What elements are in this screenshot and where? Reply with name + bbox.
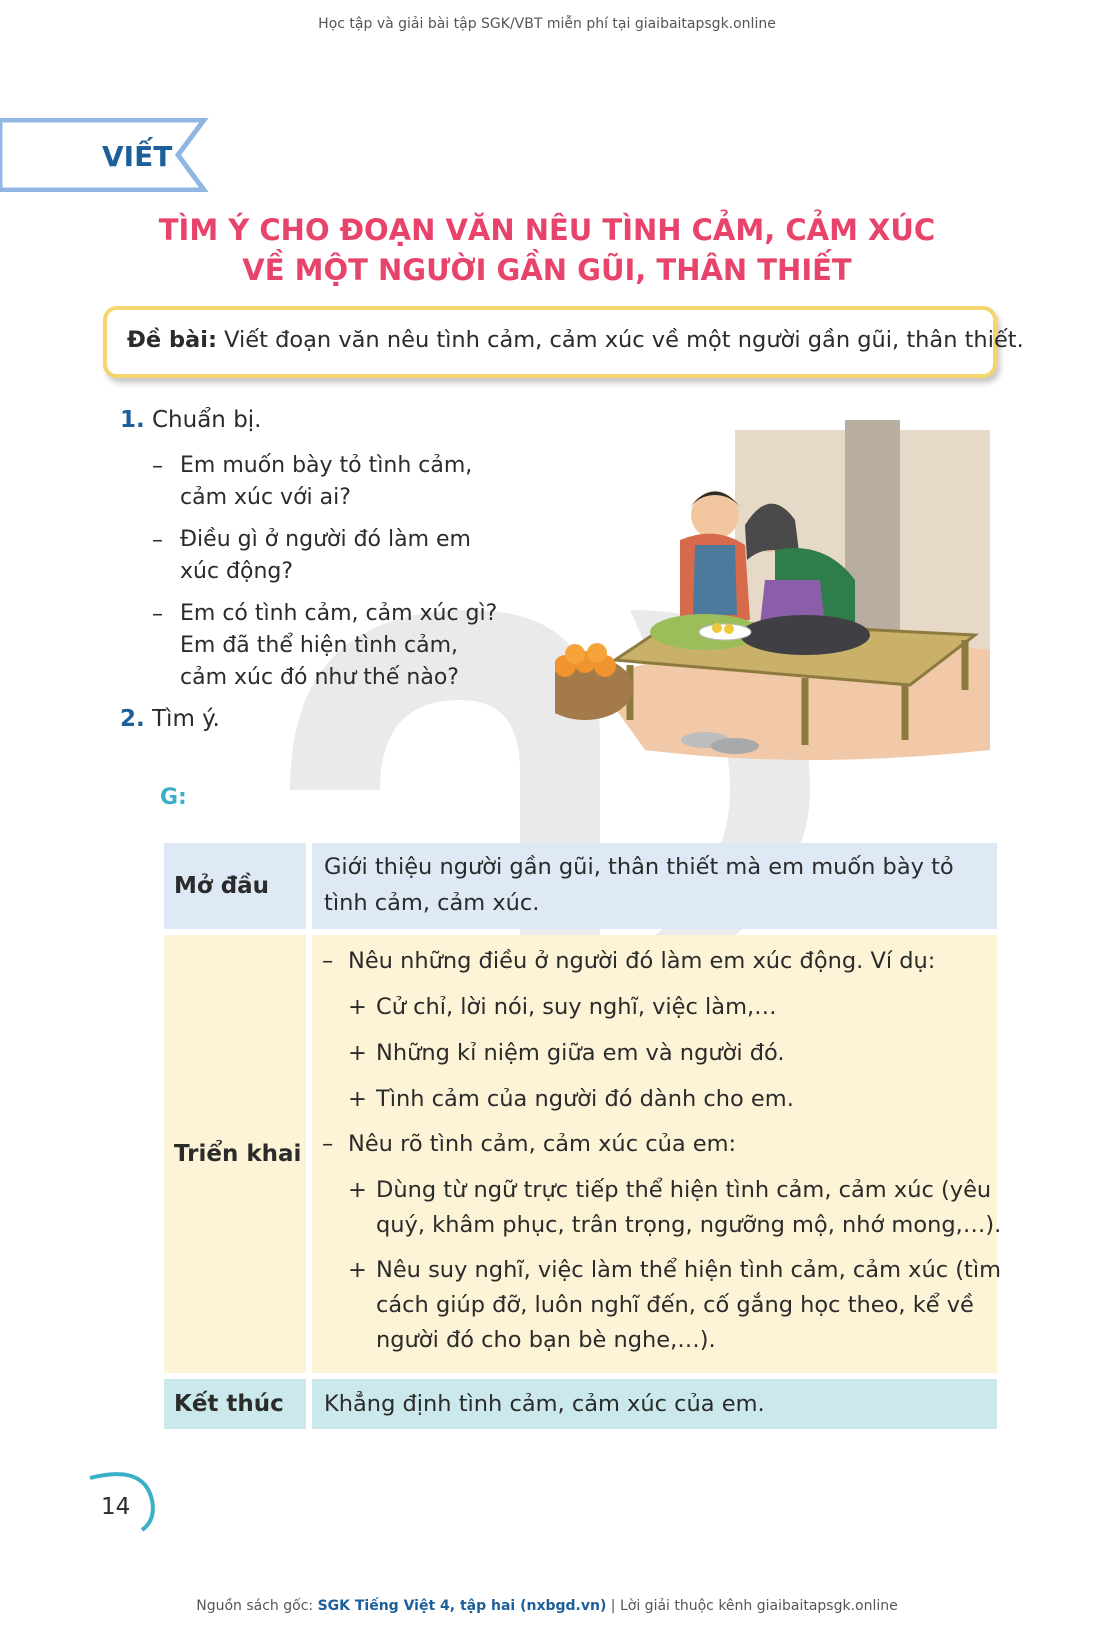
prompt-body: Viết đoạn văn nêu tình cảm, cảm xúc về một người gần gũi, thân thiết. — [216, 327, 1024, 353]
question-3 — [180, 598, 497, 694]
question-1-line-2: cảm xúc với ai? — [180, 485, 351, 510]
question-2-line-1: Điều gì ở người đó làm em — [180, 527, 471, 552]
plus-marker: + — [348, 1257, 367, 1283]
content-line: người đó cho bạn bè nghe,…). — [376, 1327, 716, 1353]
question-1 — [180, 450, 472, 514]
plus-marker: + — [348, 1086, 367, 1112]
footer-suffix: | Lời giải thuộc kênh giaibaitapsgk.online — [606, 1598, 898, 1614]
content-line: Cử chỉ, lời nói, suy nghĩ, việc làm,… — [376, 994, 777, 1020]
title-line-1: TÌM Ý CHO ĐOẠN VĂN NÊU TÌNH CẢM, CẢM XÚC — [158, 213, 936, 247]
section-2-number: 2. — [120, 706, 145, 732]
section-2-title: Tìm ý. — [152, 706, 220, 732]
table-row-opening — [164, 843, 997, 929]
row-label: Kết thúc — [164, 1379, 306, 1429]
content-line: Giới thiệu người gần gũi, thân thiết mà em muốn bày tỏ — [324, 854, 954, 880]
plus-marker: + — [348, 1040, 367, 1066]
question-2 — [180, 524, 471, 588]
row-content: Khẳng định tình cảm, cảm xúc của em. — [312, 1379, 997, 1429]
content-line: Tình cảm của người đó dành cho em. — [376, 1086, 794, 1112]
question-2-dash: – — [152, 528, 163, 553]
section-1-number: 1. — [120, 407, 145, 433]
illustration — [555, 420, 995, 780]
table-row-closing — [164, 1379, 997, 1429]
top-note: Học tập và giải bài tập SGK/VBT miễn phí tại giaibaitapsgk.online — [318, 16, 776, 32]
footer-note — [0, 1598, 1094, 1614]
plus-marker: + — [348, 1177, 367, 1203]
question-3-line-2: Em đã thể hiện tình cảm, — [180, 633, 459, 658]
content-line: Nêu suy nghĩ, việc làm thể hiện tình cảm, cảm xúc (tìm — [376, 1257, 1002, 1283]
question-3-line-3: cảm xúc đó như thế nào? — [180, 665, 459, 690]
prompt-label: Đề bài: — [127, 327, 217, 353]
section-1-title: Chuẩn bị. — [152, 407, 262, 433]
row-content — [312, 935, 1002, 1373]
title-line-2: VỀ MỘT NGƯỜI GẦN GŨI, THÂN THIẾT — [242, 253, 852, 287]
question-3-line-1: Em có tình cảm, cảm xúc gì? — [180, 601, 498, 626]
content-line: Nêu rõ tình cảm, cảm xúc của em: — [348, 1131, 737, 1157]
question-1-line-1: Em muốn bày tỏ tình cảm, — [180, 453, 473, 478]
prompt-box — [103, 306, 1024, 378]
content-line: cách giúp đỡ, luôn nghĩ đến, cố gắng học theo, kể về — [376, 1292, 974, 1318]
question-1-dash: – — [152, 454, 163, 479]
page-title — [0, 210, 1094, 290]
answer-label: G: — [160, 785, 187, 810]
dash-marker: – — [322, 948, 334, 974]
content-line: Dùng từ ngữ trực tiếp thể hiện tình cảm, cảm xúc (yêu — [376, 1177, 992, 1203]
dash-marker: – — [322, 1131, 334, 1157]
prompt-text — [127, 327, 1024, 353]
content-line: tình cảm, cảm xúc. — [324, 890, 540, 916]
question-2-line-2: xúc động? — [180, 559, 294, 584]
section-label: VIẾT — [102, 140, 173, 173]
row-label: Triển khai — [164, 935, 306, 1373]
question-3-dash: – — [152, 602, 163, 627]
content-line: Những kỉ niệm giữa em và người đó. — [376, 1040, 785, 1066]
table-row-body — [164, 935, 1002, 1373]
row-content — [312, 843, 997, 929]
footer-prefix: Nguồn sách gốc: — [196, 1598, 318, 1614]
content-line: quý, khâm phục, trân trọng, ngưỡng mộ, nhớ mong,…). — [376, 1212, 1002, 1238]
row-label: Mở đầu — [164, 843, 306, 929]
page-number: 14 — [101, 1494, 131, 1520]
plus-marker: + — [348, 994, 367, 1020]
footer-source-link[interactable]: SGK Tiếng Việt 4, tập hai (nxbgd.vn) — [317, 1598, 607, 1614]
content-line: Nêu những điều ở người đó làm em xúc động. Ví dụ: — [348, 948, 936, 974]
